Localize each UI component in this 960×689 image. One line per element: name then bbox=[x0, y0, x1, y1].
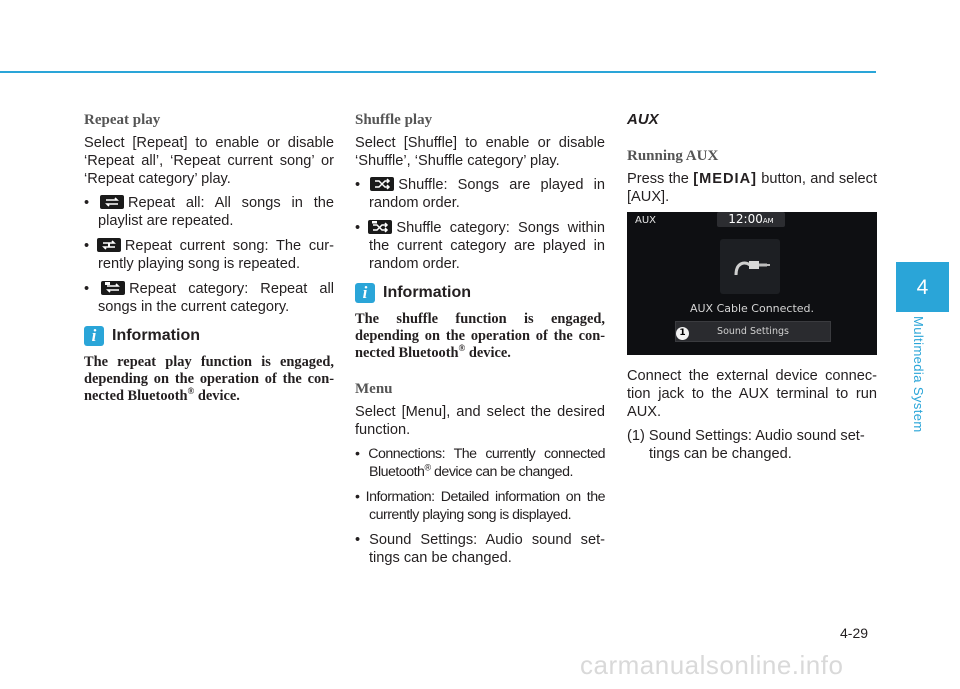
shuffle-icon bbox=[370, 177, 394, 191]
menu-item-text: Connections: The currently connected Bluetooth bbox=[368, 446, 605, 480]
repeat-category-icon bbox=[101, 281, 125, 295]
info-body bbox=[355, 311, 605, 362]
watermark: carmanualsonline.info bbox=[580, 650, 844, 680]
repeat-all-icon bbox=[100, 195, 124, 209]
registered-mark: ® bbox=[424, 462, 431, 473]
info-icon: i bbox=[355, 283, 375, 303]
bullet-repeat-category: • Repeat category: Repeat all songs in the current category. bbox=[84, 281, 334, 315]
aux-screen-image bbox=[627, 212, 877, 355]
bullet-text: Shuffle category: Songs within the current category are played in random order. bbox=[369, 220, 605, 272]
screen-status: AUX Cable Connected. bbox=[689, 302, 815, 315]
page-number: 4-29 bbox=[840, 625, 869, 641]
menu-item-connections: • Connections: The currently connected Bluetooth® device can be changed. bbox=[355, 446, 605, 480]
callout-number: 1 bbox=[676, 327, 689, 340]
registered-mark: ® bbox=[458, 343, 466, 354]
menu-intro: Select [Menu], and select the desired function. bbox=[355, 404, 605, 438]
bullet-repeat-one: • Repeat current song: The cur- rently playing song is repeated. bbox=[84, 238, 334, 272]
chapter-number-tab: 4 bbox=[896, 262, 949, 312]
clock-ampm: AM bbox=[762, 217, 774, 225]
numbered-item bbox=[627, 427, 877, 463]
menu-item-information: • Information: Detailed information on the currently playing song is displayed. bbox=[355, 489, 605, 523]
menu-item-sound-settings: • Sound Settings: Audio sound set- tings can be changed. bbox=[355, 532, 605, 566]
bullet-text: Repeat current song: The cur- rently playing song is repeated. bbox=[98, 238, 334, 272]
media-button-label: [MEDIA] bbox=[693, 171, 757, 187]
chapter-title: Multimedia System bbox=[911, 316, 926, 433]
info-header bbox=[84, 326, 334, 346]
info-text-end: device. bbox=[465, 345, 511, 361]
info-text-end: device. bbox=[194, 388, 240, 404]
shuffle-intro: Select [Shuffle] to enable or disable ‘Shuffle’, ‘Shuffle category’ play. bbox=[355, 135, 605, 169]
clock-time: 12:00 bbox=[728, 212, 763, 226]
column-aux bbox=[627, 111, 877, 463]
bullet-repeat-all: • Repeat all: All songs in the playlist are repeated. bbox=[84, 195, 334, 229]
shuffle-heading: Shuffle play bbox=[355, 112, 433, 128]
aux-plug-icon bbox=[720, 239, 780, 294]
bullet-text: Shuffle: Songs are played in random order. bbox=[369, 177, 605, 211]
info-header bbox=[355, 283, 605, 303]
shuffle-category-icon bbox=[368, 220, 392, 234]
menu-item-text-end: device can be changed. bbox=[430, 464, 573, 480]
press-media-text bbox=[627, 170, 877, 206]
repeat-heading: Repeat play bbox=[84, 112, 161, 128]
registered-mark: ® bbox=[187, 386, 195, 397]
running-aux-heading: Running AUX bbox=[627, 148, 719, 164]
column-shuffle bbox=[355, 111, 605, 574]
aux-heading: AUX bbox=[627, 111, 659, 128]
bullet-shuffle-category: • Shuffle category: Songs within the current category are played in random order. bbox=[355, 220, 605, 272]
info-text: The repeat play function is engaged, depending on the operation of the con- nected Bluetooth bbox=[84, 354, 334, 404]
screen-clock bbox=[717, 212, 785, 227]
info-body bbox=[84, 354, 334, 405]
press-text: Press the bbox=[627, 171, 694, 187]
info-title: Information bbox=[112, 327, 200, 344]
screen-mode-label: AUX bbox=[635, 215, 657, 226]
item-text: Sound Settings: Audio sound set- tings can be changed. bbox=[648, 428, 865, 462]
menu-item-text: Sound Settings: Audio sound set- tings can be changed. bbox=[369, 532, 605, 566]
menu-heading: Menu bbox=[355, 381, 393, 397]
connect-text: Connect the external device connec- tion jack to the AUX terminal to run AUX. bbox=[627, 368, 877, 420]
sound-settings-button: Sound Settings bbox=[675, 321, 831, 342]
info-text: The shuffle function is engaged, depending on the operation of the con- nected Bluetooth bbox=[355, 311, 605, 361]
info-icon: i bbox=[84, 326, 104, 346]
bullet-text: Repeat category: Repeat all songs in the current category. bbox=[98, 281, 334, 315]
bullet-shuffle: • Shuffle: Songs are played in random order. bbox=[355, 177, 605, 211]
repeat-one-icon bbox=[97, 238, 121, 252]
item-number: (1) bbox=[627, 428, 645, 444]
menu-item-text: Information: Detailed information on the currently playing song is displayed. bbox=[365, 489, 605, 523]
column-repeat bbox=[84, 111, 334, 405]
bullet-text: Repeat all: All songs in the playlist are repeated. bbox=[98, 195, 334, 229]
press-text-end: button, and select [AUX]. bbox=[627, 171, 878, 205]
top-rule bbox=[0, 71, 876, 73]
info-title: Information bbox=[383, 284, 471, 301]
repeat-intro: Select [Repeat] to enable or disable ‘Repeat all’, ‘Repeat current song’ or ‘Repeat category’ play. bbox=[84, 135, 334, 187]
